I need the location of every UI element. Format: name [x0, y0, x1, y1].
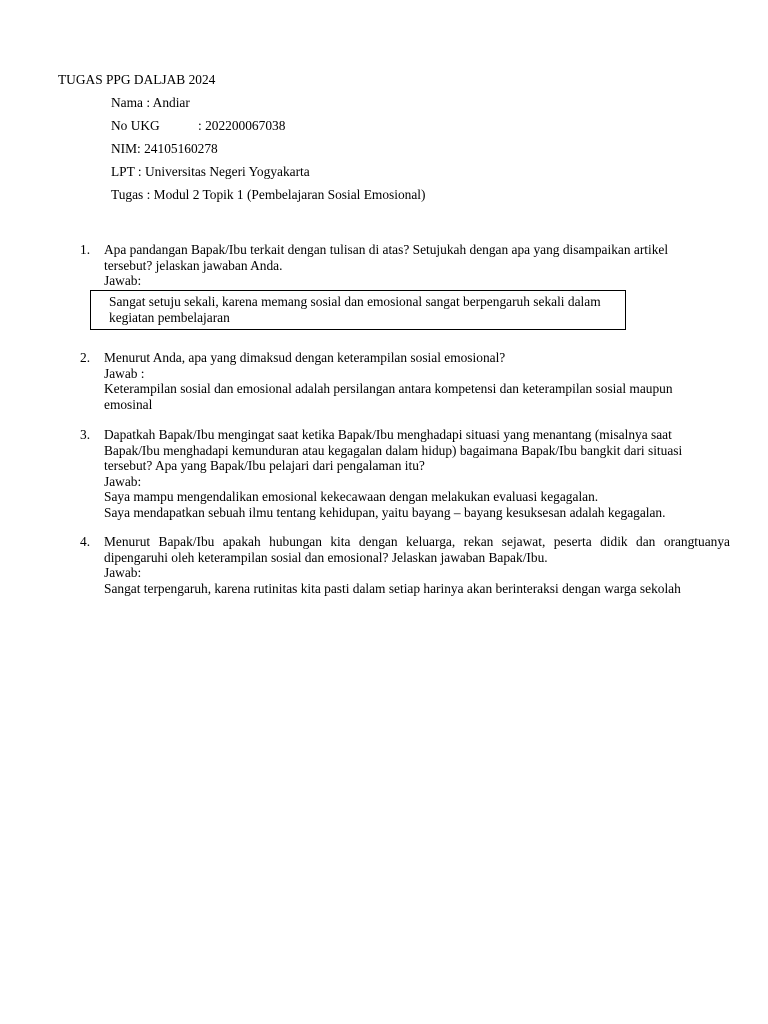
question-number: 4.: [80, 534, 91, 549]
answer-text-line: Saya mampu mengendalikan emosional kekecawaan dengan melakukan evaluasi kegagalan.: [104, 489, 599, 505]
answer-label: Jawab:: [104, 473, 142, 489]
answer-text-line: Saya mendapatkan sebuah ilmu tentang kehidupan, yaitu bayang – bayang kesuksesan adalah kegagalan.: [104, 504, 666, 520]
answer-text-line: dalam kegiatan pembelajaran: [109, 294, 601, 325]
question-number: 3.: [80, 427, 91, 442]
question-number: 1.: [80, 242, 91, 257]
question-text-line: Bapak/Ibu menghadapi kemunduran atau kegagalan dalam hidup) bagaimana Bapak/Ibu bangkit dari situasi: [104, 442, 683, 458]
question-text-line: Apa pandangan Bapak/Ibu terkait dengan tulisan di atas? Setujukah dengan apa yang disampaikan artikel: [104, 242, 669, 257]
question-text-line: Menurut Anda, apa yang dimaksud dengan keterampilan sosial emosional?: [104, 350, 506, 365]
answer-text-line: emosinal: [104, 396, 153, 412]
meta-ukg-value: : 202200067038: [198, 118, 286, 133]
question-text-line: Menurut Bapak/Ibu apakah hubungan kita dengan keluarga, rekan sejawat, peserta didik dan orangtuanya: [104, 534, 730, 549]
question-text-line: Dapatkah Bapak/Ibu mengingat saat ketika Bapak/Ibu menghadapi situasi yang menantang (misalnya saat: [104, 427, 672, 442]
meta-lpt: LPT : Universitas Negeri Yogyakarta: [111, 164, 310, 179]
answer-label: Jawab:: [104, 273, 142, 289]
meta-nama: Nama : Andiar: [111, 95, 190, 110]
answer-text-line: Sangat setuju sekali, karena memang sosial dan emosional sangat berpengaruh sekali: [109, 294, 565, 309]
meta-ukg: [111, 118, 286, 134]
meta-ukg-label: No UKG: [111, 118, 160, 133]
meta-tugas: Tugas : Modul 2 Topik 1 (Pembelajaran Sosial Emosional): [111, 187, 426, 202]
answer-text: [109, 294, 617, 325]
question-text-line: tersebut? jelaskan jawaban Anda.: [104, 257, 283, 273]
meta-nim: NIM: 24105160278: [111, 141, 218, 156]
question-text-line: tersebut? Apa yang Bapak/Ibu pelajari dari pengalaman itu?: [104, 458, 425, 474]
answer-label: Jawab:: [104, 565, 142, 581]
question-text-line: dipengaruhi oleh keterampilan sosial dan emosional? Jelaskan jawaban Bapak/Ibu.: [104, 549, 548, 565]
document-title: TUGAS PPG DALJAB 2024: [58, 72, 216, 87]
question-number: 2.: [80, 350, 91, 365]
answer-text-line: Keterampilan sosial dan emosional adalah persilangan antara kompetensi dan keterampilan sosial maupun: [104, 381, 673, 397]
answer-text-line: Sangat terpengaruh, karena rutinitas kita pasti dalam setiap harinya akan berinteraksi dengan warga sekolah: [104, 580, 681, 596]
answer-box: [90, 290, 626, 330]
answer-label: Jawab :: [104, 365, 145, 381]
